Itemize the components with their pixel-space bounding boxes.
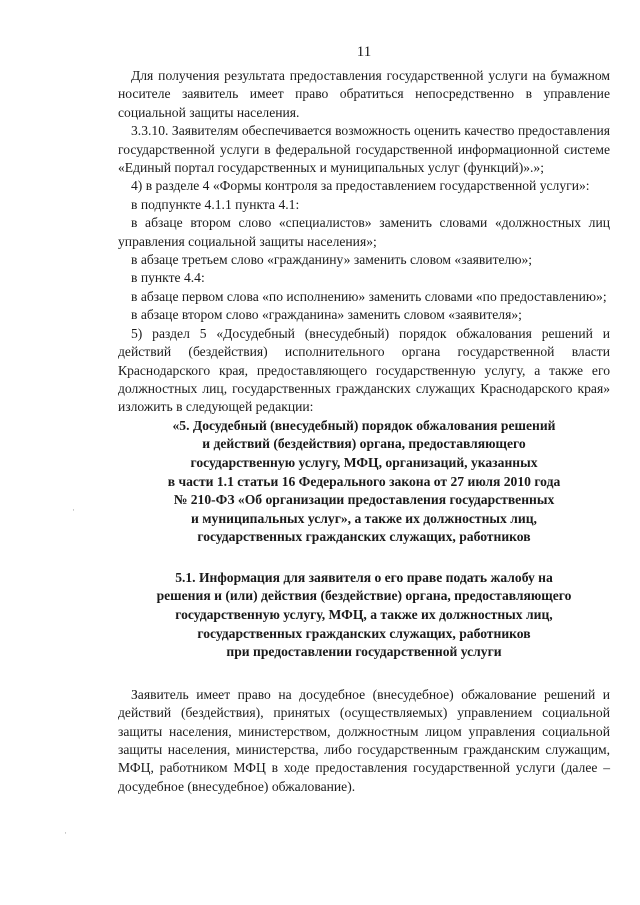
- heading-line: 5.1. Информация для заявителя о его праве подать жалобу на: [175, 569, 553, 585]
- paragraph: в пункте 4.4:: [131, 270, 205, 286]
- heading-line: государственных гражданских служащих, работников: [197, 529, 531, 545]
- heading-line: государственных гражданских служащих, работников: [197, 625, 531, 641]
- paragraph: в подпункте 4.1.1 пункта 4.1:: [131, 196, 300, 212]
- scan-speck: ·: [64, 828, 67, 838]
- paragraph: в абзаце втором слово «гражданина» заменить словом «заявителя»;: [131, 307, 522, 323]
- scan-speck: ·: [72, 505, 75, 515]
- section-5-heading: [118, 417, 610, 547]
- spacer: [118, 662, 610, 686]
- heading-line: государственную услугу, МФЦ, а также их должностных лиц,: [175, 607, 553, 623]
- heading-line: в части 1.1 статьи 16 Федерального закона от 27 июля 2010 года: [167, 473, 561, 489]
- heading-line: № 210-ФЗ «Об организации предоставления государственных: [173, 492, 555, 508]
- paragraph: в абзаце первом слова «по исполнению» заменить словами «по предоставлению»;: [131, 288, 607, 304]
- paragraph: Для получения результата предоставления государственной услуги на бумажном носителе заявитель имеет право обратиться непосредственно в управление социальной защиты населения.: [118, 68, 610, 120]
- heading-line: и действий (бездействия) органа, предоставляющего: [202, 436, 526, 452]
- heading-line: при предоставлении государственной услуги: [226, 644, 502, 660]
- paragraph: 3.3.10. Заявителям обеспечивается возможность оценить качество предоставления государственной услуги в федеральной государственной информационной системе «Единый портал государственных и муниципальных услуг (функций)».»;: [118, 123, 610, 176]
- spacer: [118, 547, 610, 569]
- paragraph: в абзаце втором слово «специалистов» заменить словами «должностных лиц управления социальной защиты населения»;: [118, 215, 610, 249]
- heading-line: «5. Досудебный (внесудебный) порядок обжалования решений: [172, 417, 556, 433]
- section-5-1-heading: [118, 569, 610, 662]
- heading-line: государственную услугу, МФЦ, организаций, указанных: [190, 454, 538, 470]
- paragraph: 5) раздел 5 «Досудебный (внесудебный) порядок обжалования решений и действий (бездействия) исполнительного органа государственной власти Краснодарского края, предоставляющего государственную услугу, а также его должностных лиц, государственных гражданских служащих Краснодарского края» изложить в следующей редакции:: [118, 325, 610, 415]
- paragraph: Заявитель имеет право на досудебное (внесудебное) обжалование решений и действий (бездействия), принятых (осуществляемых) управлением социальной защиты населения, министерством, должностным лицом управления социальной защиты населения, министерства, либо государственным гражданским служащим, МФЦ, работником МФЦ в ходе предоставления государственной услуги (далее – досудебное (внесудебное) обжалование).: [118, 686, 610, 794]
- paragraph: 4) в разделе 4 «Формы контроля за предоставлением государственной услуги»:: [131, 178, 590, 194]
- paragraph: в абзаце третьем слово «гражданину» заменить словом «заявителю»;: [131, 252, 533, 268]
- page-number: 11: [356, 44, 372, 60]
- heading-line: решения и (или) действия (бездействие) органа, предоставляющего: [156, 588, 572, 604]
- heading-line: и муниципальных услуг», а также их должностных лиц,: [191, 510, 537, 526]
